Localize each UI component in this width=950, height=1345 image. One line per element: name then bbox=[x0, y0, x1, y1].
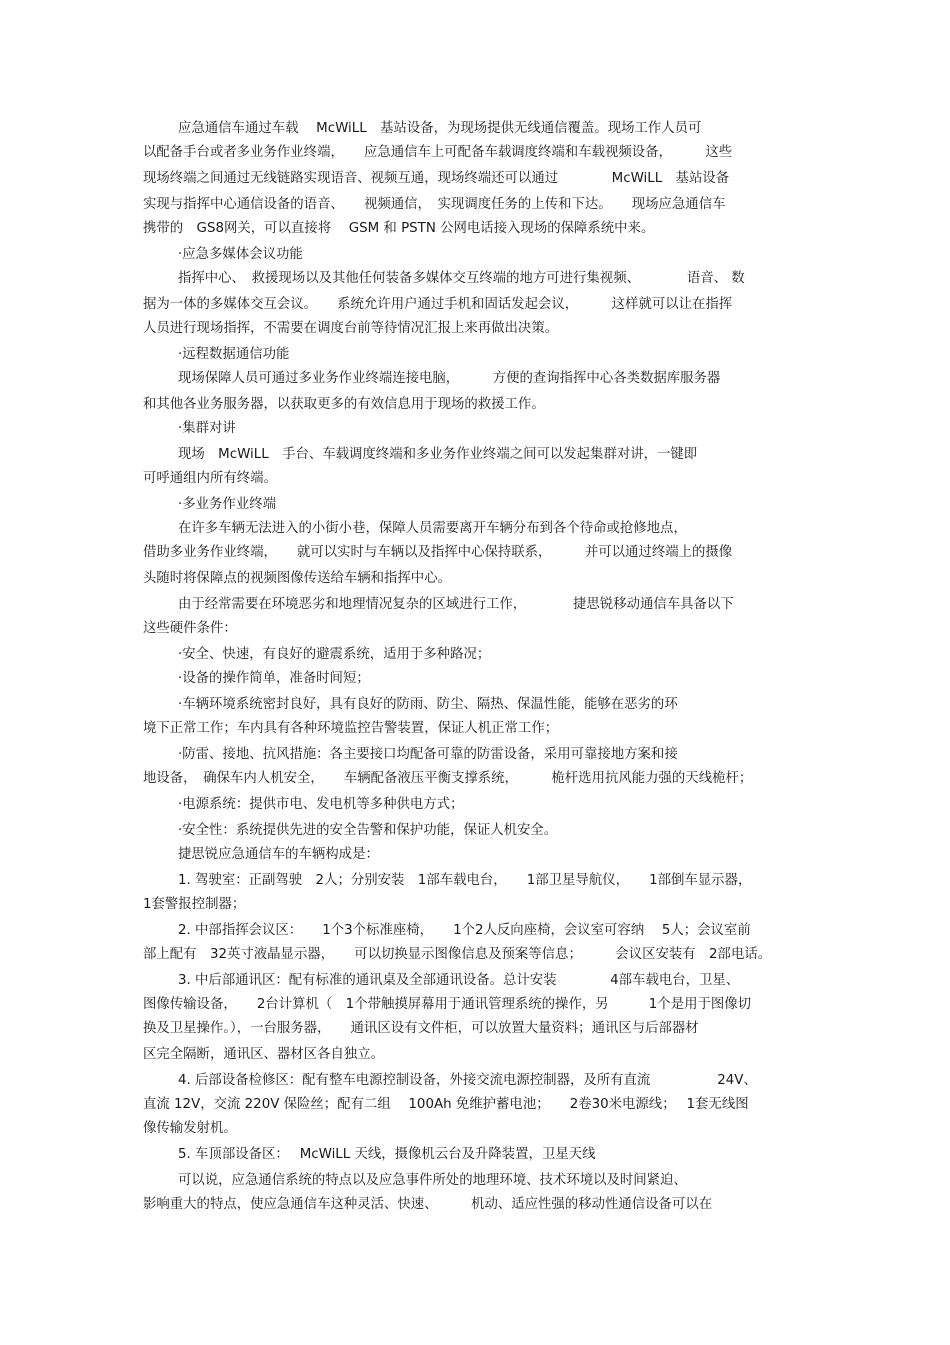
bullet-item: ·设备的操作简单，准备时间短； bbox=[178, 671, 370, 686]
text-line: 境下正常工作；车内具有各种环境监控告警装置，保证人机正常工作； bbox=[143, 721, 559, 736]
text-line: 人员进行现场指挥，不需要在调度台前等待情况汇报上来再做出决策。 bbox=[143, 321, 559, 336]
numbered-item: 4. 后部设备检修区：配有整车电源控制设备，外接交流电源控制器，及所有直流 24V、 bbox=[178, 1073, 757, 1088]
bullet-item: ·电源系统：提供市电、发电机等多种供电方式； bbox=[178, 797, 464, 812]
text-line: 现场终端之间通过无线链路实现语音、视频互通，现场终端还可以通过 McWiLL 基站设备 bbox=[143, 171, 730, 186]
text-line: 借助多业务作业终端， 就可以实时与车辆以及指挥中心保持联系， 并可以通过终端上的摄像 bbox=[143, 545, 733, 560]
text-line: 换及卫星操作。），一台服务器， 通讯区设有文件柜，可以放置大量资料；通讯区与后部器材 bbox=[143, 1021, 699, 1036]
text-line: 据为一体的多媒体交互会议。 系统允许用户通过手机和固话发起会议， 这样就可以让在指挥 bbox=[143, 297, 733, 312]
text-line: 头随时将保障点的视频图像传送给车辆和指挥中心。 bbox=[143, 571, 451, 586]
bullet-item: ·车辆环境系统密封良好，具有良好的防雨、防尘、隔热、保温性能，能够在恶劣的环 bbox=[178, 697, 678, 712]
bullet-item: ·安全性：系统提供先进的安全告警和保护功能，保证人机安全。 bbox=[178, 823, 558, 838]
text-line: 指挥中心、 救援现场以及其他任何装备多媒体交互终端的地方可进行集视频、 语音、 数 bbox=[178, 271, 745, 286]
text-line: 这些硬件条件： bbox=[143, 621, 237, 636]
text-line: 和其他各业务服务器，以获取更多的有效信息用于现场的救援工作。 bbox=[143, 397, 545, 412]
bullet-item: ·安全、快速，有良好的避震系统，适用于多种路况； bbox=[178, 647, 491, 662]
text-line: 部上配有 32英寸液晶显示器， 可以切换显示图像信息及预案等信息； 会议区安装有 2部电话。 bbox=[143, 947, 772, 962]
numbered-item: 2. 中部指挥会议区： 1个3个标准座椅， 1个2人反向座椅，会议室可容纳 5人；会议室前 bbox=[178, 923, 751, 938]
text-line: 直流 12V，交流 220V 保险丝；配有二组 100Ah 免维护蓄电池； 2卷30米电源线； 1套无线图 bbox=[143, 1097, 749, 1112]
text-line: 现场 McWiLL 手台、车载调度终端和多业务作业终端之间可以发起集群对讲，一键即 bbox=[178, 447, 698, 462]
text-line: 像传输发射机。 bbox=[143, 1121, 237, 1136]
text-line: 以配备手台或者多业务作业终端， 应急通信车上可配备车载调度终端和车载视频设备， 这些 bbox=[143, 145, 733, 160]
text-line: 影响重大的特点，使应急通信车这种灵活、快速、 机动、适应性强的移动性通信设备可以在 bbox=[143, 1197, 713, 1212]
text-line: 在许多车辆无法进入的小街小巷，保障人员需要离开车辆分布到各个待命或抢修地点， bbox=[178, 521, 687, 536]
section-heading: ·应急多媒体会议功能 bbox=[178, 247, 303, 262]
text-line: 由于经常需要在环境恶劣和地理情况复杂的区域进行工作， 捷思锐移动通信车具备以下 bbox=[178, 597, 734, 612]
text-line: 实现与指挥中心通信设备的语音、 视频通信， 实现调度任务的上传和下达。 现场应急通信车 bbox=[143, 197, 726, 212]
section-heading: ·集群对讲 bbox=[178, 421, 236, 436]
text-line: 应急通信车通过车载 McWiLL 基站设备，为现场提供无线通信覆盖。现场工作人员可 bbox=[178, 121, 702, 136]
text-line: 现场保障人员可通过多业务作业终端连接电脑， 方便的查询指挥中心各类数据库服务器 bbox=[178, 371, 721, 386]
text-line: 1套警报控制器； bbox=[143, 897, 246, 912]
section-heading: ·多业务作业终端 bbox=[178, 497, 276, 512]
text-line: 捷思锐应急通信车的车辆构成是： bbox=[178, 847, 379, 862]
numbered-item: 3. 中后部通讯区：配有标准的通讯桌及全部通讯设备。总计安装 4部车载电台，卫星、 bbox=[178, 973, 740, 988]
numbered-item: 5. 车顶部设备区： McWiLL 天线，摄像机云台及升降装置，卫星天线 bbox=[178, 1147, 596, 1162]
text-line: 区完全隔断，通讯区、器材区各自独立。 bbox=[143, 1047, 385, 1062]
text-line: 地设备， 确保车内人机安全， 车辆配备液压平衡支撑系统， 桅杆选用抗风能力强的天线桅杆； bbox=[143, 771, 753, 786]
text-line: 携带的 GS8网关，可以直接将 GSM 和 PSTN 公网电话接入现场的保障系统中来。 bbox=[143, 221, 655, 236]
text-line: 可呼通组内所有终端。 bbox=[143, 471, 277, 486]
text-line: 可以说，应急通信系统的特点以及应急事件所处的地理环境、技术环境以及时间紧迫、 bbox=[178, 1173, 687, 1188]
section-heading: ·远程数据通信功能 bbox=[178, 347, 290, 362]
text-line: 图像传输设备， 2台计算机（ 1个带触摸屏幕用于通讯管理系统的操作，另 1个是用于图像切 bbox=[143, 997, 752, 1012]
numbered-item: 1. 驾驶室：正副驾驶 2人；分别安装 1部车载电台， 1部卫星导航仪， 1部倒车显示器， bbox=[178, 873, 752, 888]
bullet-item: ·防雷、接地、抗风措施：各主要接口均配备可靠的防雷设备，采用可靠接地方案和接 bbox=[178, 747, 678, 762]
